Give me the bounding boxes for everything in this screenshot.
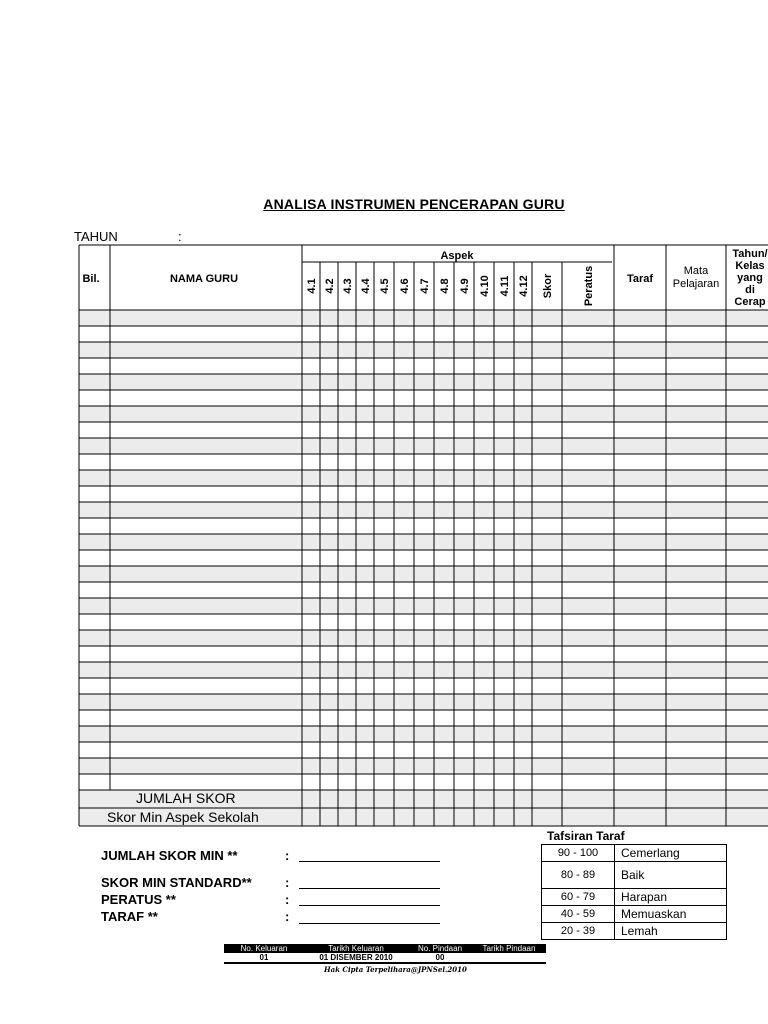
taraf-label: TARAF ** — [101, 909, 158, 924]
row-shade — [79, 694, 768, 710]
tarikh-pindaan-value — [472, 953, 546, 963]
aspek-item-header: 4.12 — [518, 275, 530, 297]
aspek-item-header: 4.2 — [324, 278, 336, 294]
jumlah-skor-min-field[interactable] — [299, 861, 440, 862]
skor-min-aspek-label: Skor Min Aspek Sekolah — [107, 809, 259, 825]
tafsiran-row — [542, 889, 727, 906]
jumlah-skor-min-label: JUMLAH SKOR MIN ** — [101, 848, 238, 863]
row-shade — [79, 726, 768, 742]
tafsiran-row — [542, 862, 727, 889]
nama-guru-header: NAMA GURU — [169, 273, 239, 285]
aspek-item-header: 4.4 — [360, 278, 372, 294]
row-shade — [79, 502, 768, 518]
tafsiran-taraf-table — [541, 844, 727, 940]
aspek-item-header: 4.8 — [439, 278, 451, 294]
skor-header: Skor — [542, 273, 554, 299]
copyright-text: Hak Cipta Terpelihara@JPNSel.2010 — [324, 965, 467, 974]
peratus-label: PERATUS ** — [101, 892, 176, 907]
jumlah-skor-label: JUMLAH SKOR — [136, 790, 236, 806]
taraf-field[interactable] — [299, 923, 440, 924]
row-shade — [79, 534, 768, 550]
row-shade — [79, 566, 768, 582]
tahun-colon: : — [178, 229, 182, 244]
row-shade — [79, 630, 768, 646]
colon: : — [285, 848, 290, 863]
tahun-kelas-header: Kelas — [735, 260, 765, 272]
tafsiran-row — [542, 845, 727, 862]
row-shade — [79, 758, 768, 774]
aspek-item-header: 4.3 — [342, 278, 354, 294]
page-title: ANALISA INSTRUMEN PENCERAPAN GURU — [263, 196, 565, 212]
peratus-field[interactable] — [299, 905, 440, 906]
tahun-label: TAHUN — [74, 229, 118, 244]
range-cell: 90 - 100 — [542, 845, 615, 862]
aspek-item-header: 4.10 — [479, 275, 491, 297]
taraf-cell: Cemerlang — [615, 845, 727, 862]
colon: : — [285, 875, 290, 890]
aspek-item-header: 4.11 — [499, 275, 511, 297]
row-shade — [79, 470, 768, 486]
mata-pelajaran-header: Pelajaran — [672, 278, 720, 290]
revision-value-row — [224, 953, 546, 963]
range-cell: 60 - 79 — [542, 889, 615, 906]
row-shade — [79, 310, 768, 326]
colon: : — [285, 892, 290, 907]
no-pindaan-header: No. Pindaan — [408, 944, 472, 953]
aspek-item-header: 4.6 — [399, 278, 411, 294]
tahun-kelas-header: yang — [737, 272, 763, 284]
range-cell: 40 - 59 — [542, 906, 615, 923]
aspek-item-header: 4.7 — [419, 278, 431, 294]
aspek-item-header: 4.9 — [459, 278, 471, 294]
tafsiran-taraf-title: Tafsiran Taraf — [547, 829, 625, 843]
bil-header: Bil. — [82, 273, 100, 285]
tarikh-pindaan-header: Tarikh Pindaan — [472, 944, 546, 953]
tafsiran-row — [542, 923, 727, 940]
range-cell: 80 - 89 — [542, 862, 615, 889]
tahun-kelas-header: Tahun/ — [732, 248, 768, 260]
mata-pelajaran-header: Mata — [683, 265, 709, 277]
tarikh-keluaran-value: 01 DISEMBER 2010 — [304, 953, 408, 963]
tafsiran-row — [542, 906, 727, 923]
taraf-cell: Lemah — [615, 923, 727, 940]
row-shade — [79, 438, 768, 454]
range-cell: 20 - 39 — [542, 923, 615, 940]
colon: : — [285, 909, 290, 924]
revision-header-row — [224, 944, 546, 953]
aspek-header: Aspek — [440, 250, 474, 262]
tahun-kelas-header: Cerap — [734, 296, 766, 308]
aspek-item-header: 4.5 — [379, 278, 391, 294]
skor-min-standard-label: SKOR MIN STANDARD** — [101, 875, 252, 890]
taraf-cell: Baik — [615, 862, 727, 889]
taraf-cell: Memuaskan — [615, 906, 727, 923]
no-keluaran-header: No. Keluaran — [224, 944, 304, 953]
revision-table — [224, 944, 546, 964]
row-shade — [79, 662, 768, 678]
tarikh-keluaran-header: Tarikh Keluaran — [304, 944, 408, 953]
no-keluaran-value: 01 — [224, 953, 304, 963]
tahun-kelas-header: di — [745, 284, 755, 296]
peratus-header: Peratus — [583, 265, 595, 307]
taraf-cell: Harapan — [615, 889, 727, 906]
aspek-item-header: 4.1 — [306, 278, 318, 294]
row-shade — [79, 598, 768, 614]
row-shade — [79, 406, 768, 422]
row-shade — [79, 374, 768, 390]
taraf-header: Taraf — [626, 273, 654, 285]
no-pindaan-value: 00 — [408, 953, 472, 963]
skor-min-standard-field[interactable] — [299, 888, 440, 889]
row-shade — [79, 342, 768, 358]
